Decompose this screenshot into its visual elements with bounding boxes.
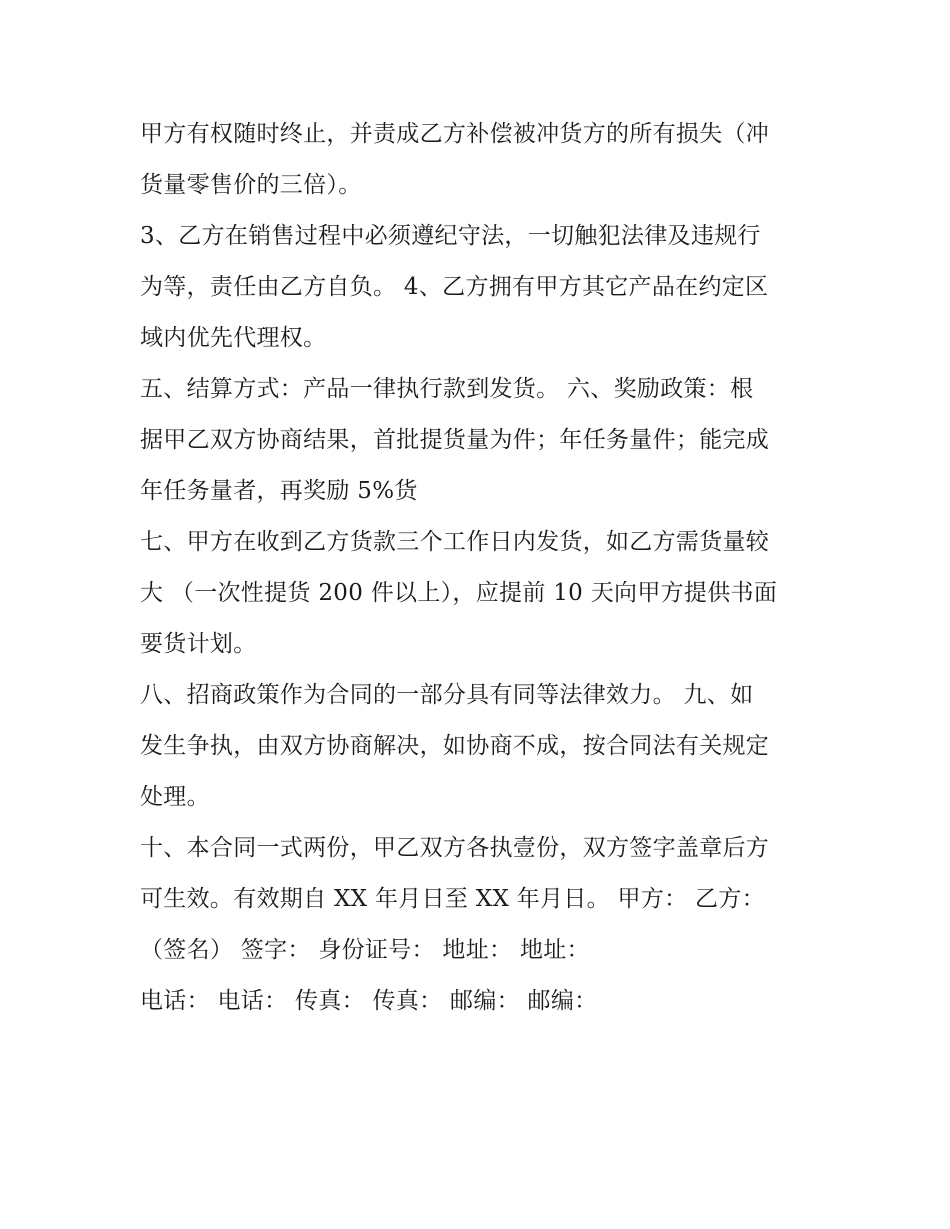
text-line: 货量零售价的三倍）。 <box>140 172 362 198</box>
text-line: 据甲乙双方协商结果，首批提货量为件；年任务量件；能完成 <box>140 427 770 453</box>
text-line: 电话： 电话： 传真： 传真： 邮编： 邮编： <box>140 988 598 1014</box>
text-line: 3、乙方在销售过程中必须遵纪守法，一切触犯法律及违规行 <box>140 223 761 249</box>
text-line: 五、结算方式：产品一律执行款到发货。 六、奖励政策：根 <box>140 376 754 402</box>
text-line: 年任务量者，再奖励 5%货 <box>140 478 418 504</box>
text-line: （签名） 签字： 身份证号： 地址： 地址： <box>140 937 590 963</box>
text-line: 为等，责任由乙方自负。 4、乙方拥有甲方其它产品在约定区 <box>140 274 769 300</box>
text-line: 十、本合同一式两份，甲乙双方各执壹份，双方签字盖章后方 <box>140 835 770 861</box>
text-line: 处理。 <box>140 784 210 810</box>
text-line: 要货计划。 <box>140 631 257 657</box>
contract-body <box>140 109 830 1027</box>
text-line: 域内优先代理权。 <box>140 325 327 351</box>
text-line: 甲方有权随时终止，并责成乙方补偿被冲货方的所有损失（冲 <box>140 121 770 147</box>
text-line: 发生争执，由双方协商解决，如协商不成，按合同法有关规定 <box>140 733 770 759</box>
text-line: 可生效。有效期自 XX 年月日至 XX 年月日。 甲方： 乙方： <box>140 886 765 912</box>
text-line: 大 （一次性提货 200 件以上），应提前 10 天向甲方提供书面 <box>140 580 778 606</box>
text-line: 七、甲方在收到乙方货款三个工作日内发货，如乙方需货量较 <box>140 529 770 555</box>
text-line: 八、招商政策作为合同的一部分具有同等法律效力。 九、如 <box>140 682 754 708</box>
